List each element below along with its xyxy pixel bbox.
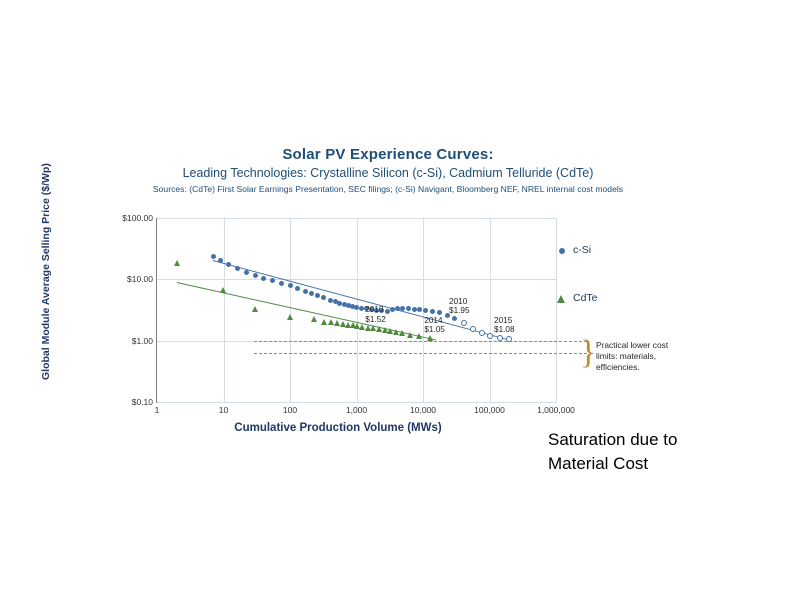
data-point-cdte [407,332,413,338]
plot-area [122,213,575,415]
annotation-line: 2014 [424,315,443,325]
data-point-cdte [321,319,327,325]
x-axis-tick-label: 1,000,000 [537,405,575,415]
annotation-cdte-2010 [365,305,386,324]
annotation-line: $1.52 [365,314,386,324]
caption-line-2: Material Cost [548,453,649,473]
annotation-line: $1.05 [424,325,445,335]
chart-title: Solar PV Experience Curves: [282,146,494,163]
data-point-c-si [295,286,300,291]
y-axis-tick-label: $100.00 [122,213,153,223]
gridline-vertical [224,218,225,402]
y-axis-tick-label: $1.00 [131,335,153,346]
chart-figure [40,140,669,460]
data-point-c-si [279,281,284,286]
data-point-c-si [309,291,314,296]
data-point-c-si [270,278,275,283]
data-point-c-si [423,308,428,313]
data-point-c-si [288,283,293,288]
annotation-line: $1.08 [494,325,515,335]
annotation-line: 2010 [449,296,468,306]
data-point-cdte [399,330,405,336]
data-point-c-si [400,306,405,311]
x-axis-tick-label: 1 [154,405,160,415]
data-point-c-si [452,316,457,321]
data-point-c-si [261,276,266,281]
y-axis-tick-label: $10.00 [127,274,153,285]
data-point-c-si [430,309,435,314]
x-axis-tick-label: 10 [218,405,229,415]
data-point-c-si [479,330,485,336]
data-point-cdte [174,260,180,266]
circle-marker-icon [559,248,565,254]
x-axis-tick-label: 1,000 [345,405,368,415]
gridline-vertical [490,218,491,402]
data-point-c-si [412,307,417,312]
data-point-c-si [487,333,493,339]
data-point-c-si [235,266,240,271]
x-axis-tick-label: 10,000 [410,405,436,415]
data-point-cdte [416,333,422,339]
data-point-cdte [311,316,317,322]
y-axis-label: Global Module Average Selling Price ($/Wp) [40,163,52,380]
data-point-c-si [390,307,395,312]
data-point-c-si [354,305,359,310]
data-point-c-si [226,262,231,267]
curly-brace-icon: } [580,334,597,371]
chart-sources: Sources: (CdTe) First Solar Earnings Presentation, SEC filings; (c-Si) Navigant, Bloomberg NEF, NREL internal cost models [152,184,624,194]
y-axis-tick-label: $0.10 [131,397,153,407]
gridline-vertical [357,218,358,402]
chart-subtitle: Leading Technologies: Crystalline Silicon (c-Si), Cadmium Telluride (CdTe) [182,166,594,180]
gridline-vertical [290,218,291,402]
data-point-c-si [470,326,476,332]
data-point-c-si [244,270,249,275]
data-point-c-si [417,307,422,312]
annotation-line: 2010 [365,305,384,315]
legend-label-csi: c-Si [573,244,592,256]
limit-note: Practical lower cost limits: materials, efficiencies. [596,340,669,372]
legend-label-cdte: CdTe [573,292,598,304]
data-point-c-si [328,298,333,303]
data-point-cdte [252,306,258,312]
x-axis-label: Cumulative Production Volume (MWs) [234,422,442,434]
data-point-c-si [303,289,308,294]
data-point-c-si [253,273,258,278]
caption-line-1: Saturation due to [548,430,678,449]
x-axis-tick-label: 100 [282,405,298,415]
data-point-c-si [315,293,320,298]
data-point-cdte [328,319,334,325]
data-point-cdte [287,314,293,320]
annotation-csi-2010 [449,297,470,316]
data-point-c-si [211,254,216,259]
gridline-horizontal [157,402,556,403]
legend-item-csi [573,244,591,256]
gridline-vertical [556,218,557,402]
triangle-marker-icon [557,295,565,303]
annotation-csi-2015 [494,316,515,335]
data-point-c-si [461,320,467,326]
data-point-c-si [406,306,411,311]
practical-limit-line-csi [254,341,587,342]
practical-limit-line-cdte [254,353,587,354]
data-point-cdte [220,287,226,293]
slide-caption [548,428,778,476]
data-point-cdte [393,329,399,335]
annotation-line: 2015 [494,315,513,325]
data-point-c-si [437,310,442,315]
x-axis-tick-label: 100,000 [474,405,505,415]
legend-item-cdte [573,292,598,304]
data-point-c-si [321,295,326,300]
annotation-line: $1.95 [449,305,470,315]
annotation-cdte-2014 [424,316,445,335]
